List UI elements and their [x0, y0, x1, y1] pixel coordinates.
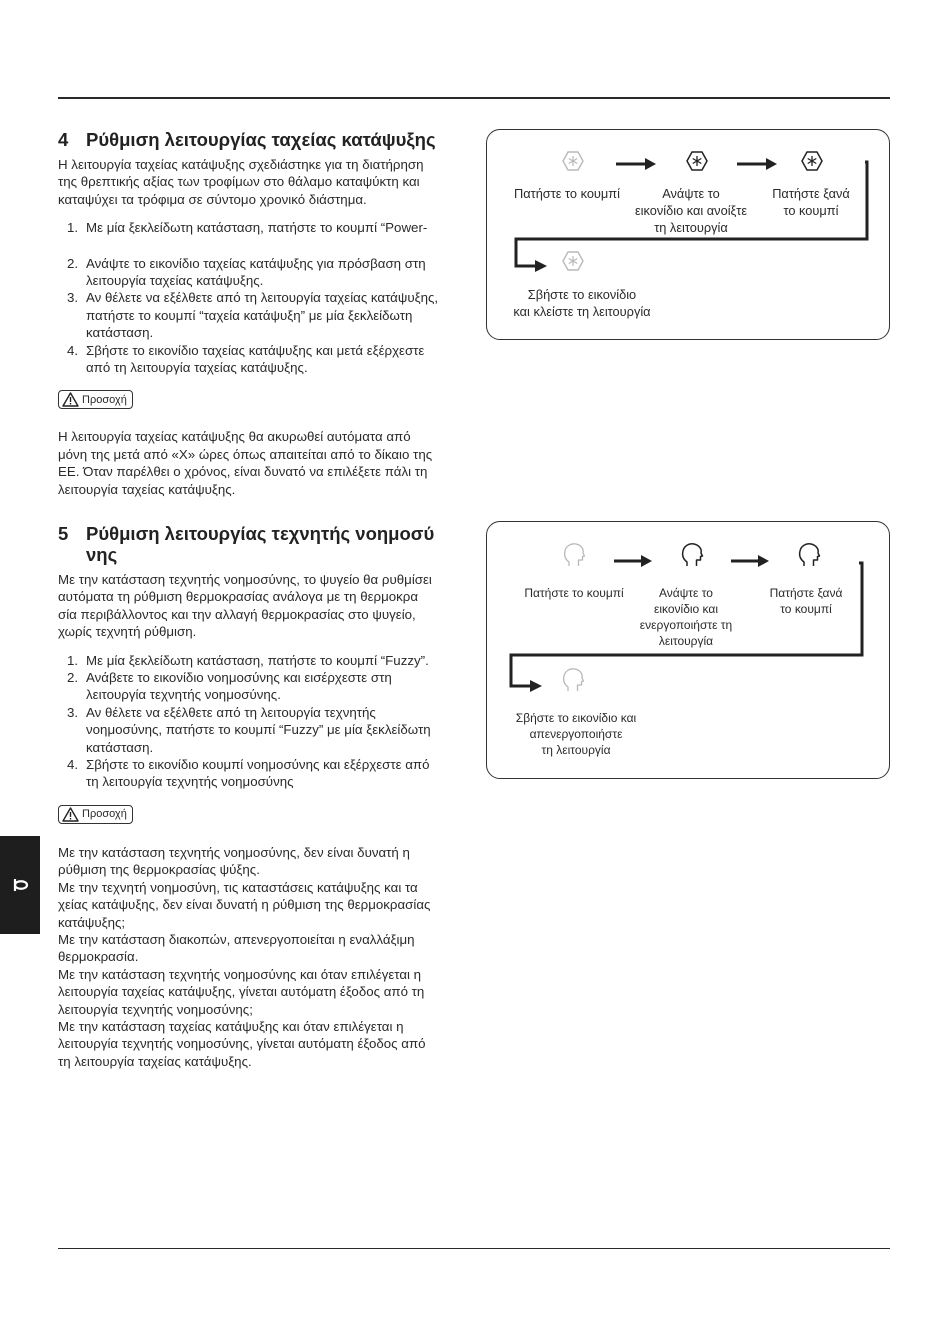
list-item [58, 756, 468, 791]
diagram-caption [515, 585, 633, 601]
text-line: ενεργοποιήστε τη [639, 618, 733, 632]
text-line: Πατήστε ξανά [769, 586, 843, 600]
step-number: 3. [67, 290, 79, 306]
text-line: Ανάψτε το [662, 186, 720, 201]
text-line: εικονίδιο και [653, 602, 719, 616]
text-line: λειτουργία τεχνητής νοημοσύνης, γίνεται αυτόματη έξοδος από [58, 1036, 426, 1052]
text-line: Ανάψτε το εικονίδιο ταχείας κατάψυξης για πρόσβαση στη [86, 255, 426, 271]
text-line: Με την κατάσταση τεχνητής νοημοσύνης και όταν επιλέγεται η [58, 966, 422, 982]
list-item [58, 704, 468, 756]
section-fuzzy [58, 523, 468, 1070]
warning-icon [62, 807, 79, 822]
caution-label: Προσοχή [82, 808, 127, 821]
text-line: Πατήστε το κουμπί [514, 186, 620, 201]
text-line: καταψύχει τα τρόφιμα σε σύντομο χρονικό διάστημα. [58, 191, 367, 207]
text-line: Ρύθμιση λειτουργίας τεχνητής νοημοσύ [86, 523, 435, 544]
section-4-heading [58, 129, 468, 150]
text-line: μόνη της μετά από «X» ώρες όπως απαιτείται από το δίκαιο της [58, 446, 433, 462]
step-number: 2. [67, 255, 79, 271]
text-line: εικονίδιο και ανοίξτε [634, 203, 748, 218]
text-line: λειτουργία τεχνητής νοημοσύνης. [86, 687, 281, 703]
text-line: Πατήστε το κουμπί [524, 586, 624, 600]
text-line: Η λειτουργία ταχείας κατάψυξης σχεδιάστηκε για τη διατήρηση [58, 157, 424, 172]
diagram-caption [505, 710, 647, 758]
steps-list [58, 652, 468, 791]
section-number: 4 [58, 129, 69, 150]
text-line: λειτουργία τεχνητής νοημοσύνης; [58, 1001, 253, 1017]
text-line: χείας κατάψυξης, δεν είναι δυνατή η ρύθμιση της θερμοκρασίας [58, 897, 431, 913]
section-5-heading [58, 523, 468, 565]
text-line: Με την κατάσταση ταχείας κατάψυξης και όταν επιλέγεται η [58, 1018, 404, 1034]
text-line: Αν θέλετε να εξέλθετε από τη λειτουργία τεχνητής [86, 704, 376, 720]
step-number: 3. [67, 704, 79, 720]
step-number: 4. [67, 757, 79, 773]
section-note [58, 428, 468, 498]
diagram-caption [757, 585, 855, 617]
section-intro [58, 571, 468, 641]
text-line: Πατήστε ξανά [772, 186, 850, 201]
text-line: Ανάψτε το [659, 586, 713, 600]
text-line: λειτουργία [658, 634, 714, 648]
list-item [58, 255, 468, 290]
language-tab-icon [12, 876, 30, 894]
text-line: σία περιβάλλοντος και την αλλαγή θερμοκρασίας στο ψυγείο, [58, 606, 416, 622]
text-line: λειτουργία ταχείας κατάψυξης. [58, 481, 236, 497]
text-line: Με μία ξεκλείδωτη κατάσταση, πατήστε το κουμπί “Fuzzy”. [86, 652, 429, 668]
list-item [58, 669, 468, 704]
text-line: ΕΕ. Όταν παρέλθει ο χρόνος, είναι δυνατό να επιλέξετε πάλι τη [58, 464, 428, 480]
text-line: τη λειτουργία τεχνητής νοημοσύνης [86, 774, 294, 790]
section-quick-freeze [58, 129, 468, 498]
diagram-caption [498, 286, 666, 320]
section-intro [58, 156, 468, 208]
text-line: Με την κατάσταση τεχνητής νοημοσύνης, δεν είναι δυνατή η [58, 844, 410, 860]
text-line: Με την κατάσταση διακοπών, απενεργοποιείται η εναλλάξιμη [58, 931, 415, 947]
text-line: λειτουργία ταχείας κατάψυξης, γίνεται αυτόματη έξοδος από τη [58, 984, 425, 1000]
steps-list [58, 219, 468, 376]
diagram-caption [507, 185, 627, 202]
text-line: και κλείστε τη λειτουργία [513, 304, 651, 319]
warning-icon [62, 392, 79, 407]
text-line: Σβήστε το εικονίδιο και [515, 711, 637, 725]
top-rule [58, 97, 890, 99]
text-line: Αν θέλετε να εξέλθετε από τη λειτουργία ταχείας κατάψυξης, [86, 290, 439, 306]
text-line: τη λειτουργία [541, 743, 611, 757]
bottom-rule [58, 1248, 890, 1249]
text-line: της θρεπτικής αξίας των τροφίμων στο θάλαμο καταψύκτη και [58, 174, 420, 190]
language-side-tab [0, 836, 40, 934]
diagram-caption [760, 185, 862, 219]
text-line: Με την κατάσταση τεχνητής νοημοσύνης, το ψυγείο θα ρυθμίσει [58, 572, 432, 587]
text-line: τη λειτουργία [654, 220, 728, 235]
step-number: 2. [67, 670, 79, 686]
caution-label: Προσοχή [82, 393, 127, 406]
text-line: κατάψυξης; [58, 914, 126, 930]
step-number: 4. [67, 342, 79, 358]
text-line: Η λειτουργία ταχείας κατάψυξης θα ακυρωθεί αυτόματα από [58, 429, 411, 445]
text-line: κατάσταση. [86, 325, 154, 341]
list-item [58, 289, 468, 341]
text-line: λειτουργία ταχείας κατάψυξης. [86, 273, 264, 289]
step-number: 1. [67, 652, 79, 668]
caution-badge [58, 805, 133, 824]
text-line: νοημοσύνης, πατήστε το κουμπί “Fuzzy” με μία ξεκλείδωτη [86, 722, 431, 738]
text-line: Με την τεχνητή νοημοσύνη, τις καταστάσεις κατάψυξης και τα [58, 879, 418, 895]
text-line: κατάσταση. [86, 739, 154, 755]
text-line: Σβήστε το εικονίδιο ταχείας κατάψυξης και μετά εξέρχεστε [86, 342, 425, 358]
step-number: 1. [67, 220, 79, 236]
text-line: τη λειτουργία ταχείας κατάψυξης. [58, 1053, 252, 1069]
text-line: Με μία ξεκλείδωτη κατάσταση, πατήστε το κουμπί “Power- [86, 220, 428, 236]
text-line: το κουμπί [783, 203, 839, 218]
list-item [58, 342, 468, 377]
section-title [86, 523, 434, 565]
text-line: Σβήστε το εικονίδιο κουμπί νοημοσύνης και εξέρχεστε από [86, 757, 430, 773]
list-item [58, 652, 468, 669]
text-line: χωρίς τεχνητή ρύθμιση. [58, 624, 197, 640]
text-line: νης [86, 544, 118, 565]
snowflake-icon [561, 249, 585, 273]
diagram-caption [630, 585, 742, 649]
text-line: από τη λειτουργία ταχείας κατάψυξης. [86, 360, 308, 376]
text-line: Σβήστε το εικονίδιο [527, 287, 637, 302]
head-icon [561, 667, 585, 693]
text-line: το κουμπί [780, 602, 832, 616]
text-line: αυτόματα τη ρύθμιση θερμοκρασίας ανάλογα με τη θερμοκρα [58, 589, 419, 605]
caution-badge [58, 390, 133, 409]
text-line: απενεργοποιήστε [529, 727, 623, 741]
text-line: Ανάβετε το εικονίδιο νοημοσύνης και εισέρχεστε στη [86, 670, 392, 686]
section-note [58, 844, 468, 1070]
diagram-caption [620, 185, 762, 236]
section-title: Ρύθμιση λειτουργίας ταχείας κατάψυξης [86, 129, 436, 150]
text-line: ρύθμιση της θερμοκρασίας ψύξης. [58, 862, 260, 878]
list-item [58, 219, 468, 236]
text-line: θερμοκρασία. [58, 949, 139, 965]
section-number: 5 [58, 523, 69, 544]
text-line: πατήστε το κουμπί “ταχεία κατάψυξη” με μία ξεκλείδωτη [86, 307, 413, 323]
